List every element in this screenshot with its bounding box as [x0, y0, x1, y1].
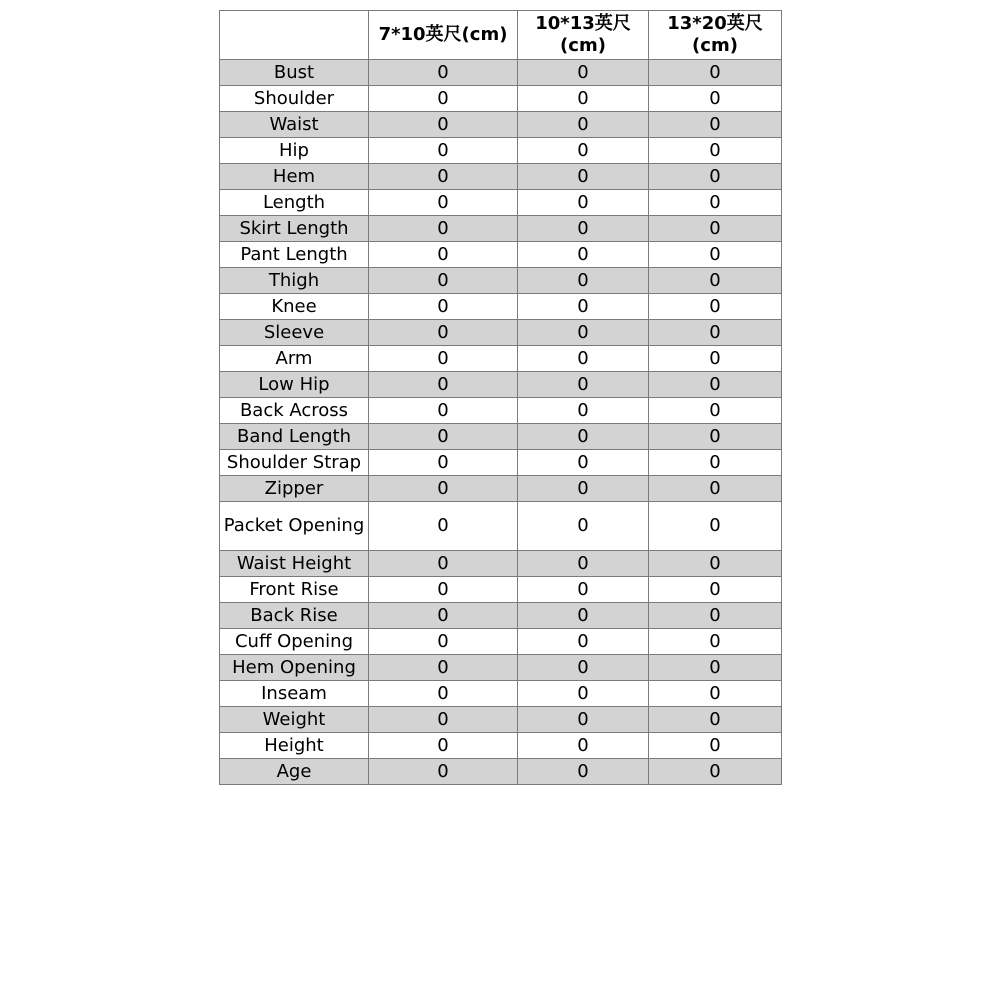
row-value: 0	[518, 164, 649, 190]
table-row	[220, 424, 782, 450]
row-value: 0	[369, 577, 518, 603]
row-value: 0	[518, 320, 649, 346]
table-row	[220, 476, 782, 502]
row-label: Height	[220, 733, 369, 759]
row-value: 0	[649, 320, 782, 346]
row-value: 0	[369, 476, 518, 502]
row-label: Cuff Opening	[220, 629, 369, 655]
row-value: 0	[649, 216, 782, 242]
table-row	[220, 629, 782, 655]
row-value: 0	[518, 551, 649, 577]
row-value: 0	[649, 138, 782, 164]
row-value: 0	[369, 450, 518, 476]
table-row	[220, 346, 782, 372]
row-label: Age	[220, 759, 369, 785]
row-value: 0	[369, 424, 518, 450]
table-row	[220, 450, 782, 476]
table-row	[220, 164, 782, 190]
row-value: 0	[518, 759, 649, 785]
row-value: 0	[649, 398, 782, 424]
row-value: 0	[369, 86, 518, 112]
row-value: 0	[369, 190, 518, 216]
row-value: 0	[518, 655, 649, 681]
row-value: 0	[518, 629, 649, 655]
header-size-13x20: 13*20英尺(cm)	[649, 11, 782, 60]
row-value: 0	[369, 320, 518, 346]
row-label: Hem Opening	[220, 655, 369, 681]
row-value: 0	[518, 86, 649, 112]
row-value: 0	[369, 681, 518, 707]
row-value: 0	[369, 268, 518, 294]
row-value: 0	[649, 577, 782, 603]
row-value: 0	[649, 450, 782, 476]
row-value: 0	[649, 164, 782, 190]
row-label: Thigh	[220, 268, 369, 294]
table-row	[220, 138, 782, 164]
row-label: Pant Length	[220, 242, 369, 268]
row-label: Shoulder Strap	[220, 450, 369, 476]
row-value: 0	[518, 707, 649, 733]
row-label: Length	[220, 190, 369, 216]
row-label: Shoulder	[220, 86, 369, 112]
table-row	[220, 551, 782, 577]
header-corner	[220, 11, 369, 60]
size-chart-table	[219, 10, 782, 785]
table-row	[220, 577, 782, 603]
row-value: 0	[518, 190, 649, 216]
table-row	[220, 733, 782, 759]
row-value: 0	[518, 372, 649, 398]
row-value: 0	[518, 242, 649, 268]
table-row	[220, 655, 782, 681]
row-value: 0	[369, 603, 518, 629]
row-label: Waist Height	[220, 551, 369, 577]
row-value: 0	[369, 60, 518, 86]
row-label: Waist	[220, 112, 369, 138]
row-label: Sleeve	[220, 320, 369, 346]
row-value: 0	[518, 476, 649, 502]
row-value: 0	[518, 60, 649, 86]
row-label: Back Rise	[220, 603, 369, 629]
row-value: 0	[518, 733, 649, 759]
row-value: 0	[649, 60, 782, 86]
row-value: 0	[649, 112, 782, 138]
table-row	[220, 707, 782, 733]
row-value: 0	[649, 502, 782, 551]
row-value: 0	[369, 138, 518, 164]
row-value: 0	[518, 294, 649, 320]
row-value: 0	[649, 346, 782, 372]
row-value: 0	[649, 681, 782, 707]
table-row	[220, 372, 782, 398]
table-row	[220, 216, 782, 242]
row-value: 0	[369, 112, 518, 138]
row-value: 0	[649, 603, 782, 629]
row-value: 0	[649, 629, 782, 655]
row-label: Low Hip	[220, 372, 369, 398]
row-label: Arm	[220, 346, 369, 372]
table-row	[220, 86, 782, 112]
row-label: Inseam	[220, 681, 369, 707]
row-value: 0	[369, 551, 518, 577]
row-value: 0	[518, 138, 649, 164]
table-row	[220, 268, 782, 294]
row-value: 0	[518, 577, 649, 603]
row-label: Weight	[220, 707, 369, 733]
row-value: 0	[369, 164, 518, 190]
row-value: 0	[369, 242, 518, 268]
row-value: 0	[369, 398, 518, 424]
row-value: 0	[369, 655, 518, 681]
table-row	[220, 190, 782, 216]
row-value: 0	[649, 655, 782, 681]
row-value: 0	[518, 112, 649, 138]
row-value: 0	[649, 372, 782, 398]
row-label: Packet Opening	[220, 502, 369, 551]
row-value: 0	[649, 733, 782, 759]
row-value: 0	[518, 216, 649, 242]
row-value: 0	[518, 450, 649, 476]
row-value: 0	[518, 502, 649, 551]
header-row	[220, 11, 782, 60]
row-value: 0	[518, 268, 649, 294]
table-row	[220, 759, 782, 785]
row-label: Knee	[220, 294, 369, 320]
table-row	[220, 112, 782, 138]
row-label: Hip	[220, 138, 369, 164]
row-label: Skirt Length	[220, 216, 369, 242]
row-value: 0	[649, 86, 782, 112]
row-value: 0	[369, 629, 518, 655]
row-value: 0	[518, 346, 649, 372]
row-value: 0	[369, 733, 518, 759]
row-label: Zipper	[220, 476, 369, 502]
row-value: 0	[649, 476, 782, 502]
row-value: 0	[518, 681, 649, 707]
header-size-10x13: 10*13英尺(cm)	[518, 11, 649, 60]
table-row	[220, 603, 782, 629]
row-label: Bust	[220, 60, 369, 86]
table-row	[220, 320, 782, 346]
row-value: 0	[369, 759, 518, 785]
row-value: 0	[518, 603, 649, 629]
row-value: 0	[649, 294, 782, 320]
header-size-7x10: 7*10英尺(cm)	[369, 11, 518, 60]
row-value: 0	[649, 190, 782, 216]
row-label: Back Across	[220, 398, 369, 424]
row-value: 0	[518, 424, 649, 450]
table-row	[220, 502, 782, 551]
row-value: 0	[369, 707, 518, 733]
row-value: 0	[649, 424, 782, 450]
row-value: 0	[369, 502, 518, 551]
row-label: Band Length	[220, 424, 369, 450]
table-body	[220, 60, 782, 785]
row-label: Hem	[220, 164, 369, 190]
row-value: 0	[649, 551, 782, 577]
row-value: 0	[369, 216, 518, 242]
row-value: 0	[649, 268, 782, 294]
table-row	[220, 294, 782, 320]
row-value: 0	[518, 398, 649, 424]
row-value: 0	[649, 707, 782, 733]
row-value: 0	[649, 242, 782, 268]
table-row	[220, 681, 782, 707]
table-row	[220, 242, 782, 268]
row-value: 0	[649, 759, 782, 785]
row-value: 0	[369, 372, 518, 398]
row-value: 0	[369, 346, 518, 372]
row-value: 0	[369, 294, 518, 320]
table-row	[220, 398, 782, 424]
row-label: Front Rise	[220, 577, 369, 603]
table-row	[220, 60, 782, 86]
